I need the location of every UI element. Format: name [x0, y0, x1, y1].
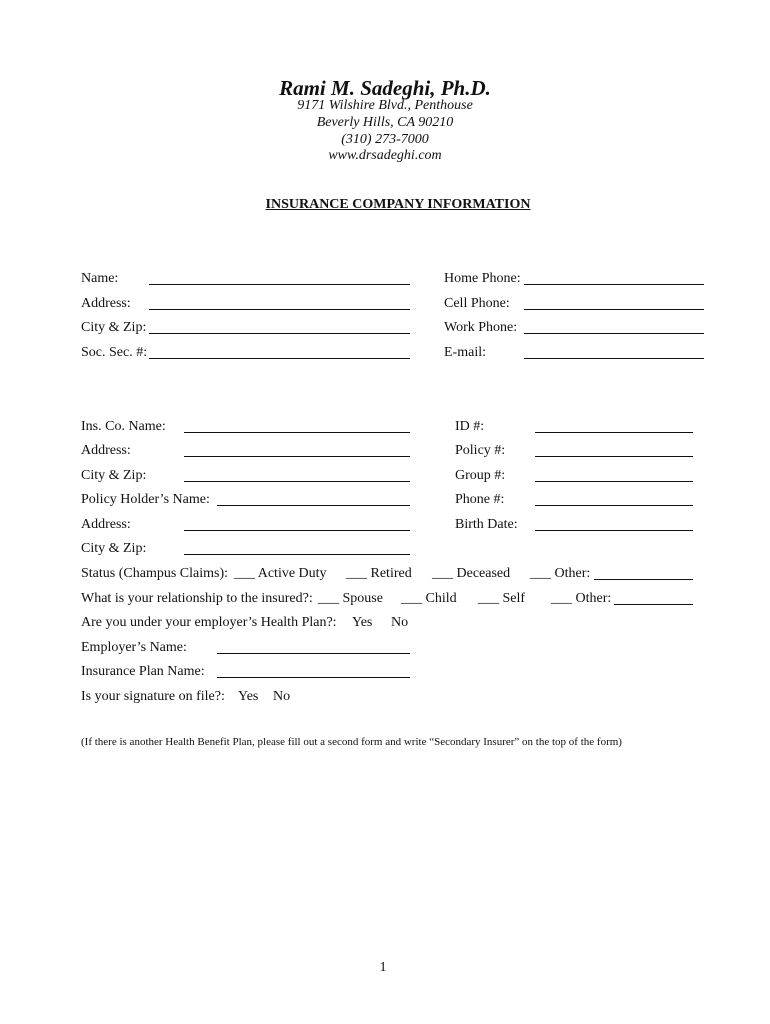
birth-date-label: Birth Date:: [455, 517, 518, 532]
plan-name-field[interactable]: [217, 677, 410, 678]
city-zip-field[interactable]: [149, 333, 410, 334]
ins-city-zip-label: City & Zip:: [81, 468, 147, 483]
secondary-insurer-note: (If there is another Health Benefit Plan, please fill out a second form and write “Secondary Insurer” on the top of the form): [81, 736, 622, 748]
soc-sec-field[interactable]: [149, 358, 410, 359]
ins-phone-field[interactable]: [535, 505, 693, 506]
policy-holder-field[interactable]: [217, 505, 410, 506]
status-other[interactable]: ___ Other:: [530, 566, 591, 581]
relationship-child[interactable]: ___ Child: [401, 591, 457, 606]
home-phone-label: Home Phone:: [444, 271, 521, 286]
relationship-label: What is your relationship to the insured?:: [81, 591, 313, 606]
work-phone-label: Work Phone:: [444, 320, 518, 335]
group-label: Group #:: [455, 468, 506, 483]
employer-name-label: Employer’s Name:: [81, 640, 187, 655]
ins-phone-label: Phone #:: [455, 492, 505, 507]
form-title: INSURANCE COMPANY INFORMATION: [265, 197, 531, 212]
employer-plan-no[interactable]: No: [391, 615, 409, 630]
employer-plan-yes[interactable]: Yes: [352, 615, 373, 630]
address-label: Address:: [81, 296, 131, 311]
practitioner-name: Rami M. Sadeghi, Ph.D.: [279, 76, 491, 100]
birth-date-field[interactable]: [535, 530, 693, 531]
ins-city-zip-field[interactable]: [184, 481, 410, 482]
page-number: 1: [379, 960, 387, 975]
signature-no[interactable]: No: [273, 689, 291, 704]
relationship-other[interactable]: ___ Other:: [551, 591, 612, 606]
city-zip-label: City & Zip:: [81, 320, 147, 335]
status-label: Status (Champus Claims):: [81, 566, 228, 581]
status-retired[interactable]: ___ Retired: [346, 566, 412, 581]
holder-city-zip-label: City & Zip:: [81, 541, 147, 556]
holder-city-zip-field[interactable]: [184, 554, 410, 555]
signature-yes[interactable]: Yes: [238, 689, 259, 704]
id-label: ID #:: [455, 419, 485, 434]
ins-address-label: Address:: [81, 443, 131, 458]
policy-field[interactable]: [535, 456, 693, 457]
relationship-self[interactable]: ___ Self: [478, 591, 526, 606]
name-field[interactable]: [149, 284, 410, 285]
name-label: Name:: [81, 271, 119, 286]
signature-question: Is your signature on file?:: [81, 689, 225, 704]
home-phone-field[interactable]: [524, 284, 704, 285]
status-other-field[interactable]: [594, 579, 693, 580]
website: www.drsadeghi.com: [328, 148, 442, 163]
soc-sec-label: Soc. Sec. #:: [81, 345, 148, 360]
policy-label: Policy #:: [455, 443, 506, 458]
ins-co-name-field[interactable]: [184, 432, 410, 433]
holder-address-field[interactable]: [184, 530, 410, 531]
address-line-1: 9171 Wilshire Blvd., Penthouse: [297, 98, 473, 113]
plan-name-label: Insurance Plan Name:: [81, 664, 205, 679]
holder-address-label: Address:: [81, 517, 131, 532]
ins-address-field[interactable]: [184, 456, 410, 457]
employer-name-field[interactable]: [217, 653, 410, 654]
employer-plan-question: Are you under your employer’s Health Plan?:: [81, 615, 337, 630]
email-field[interactable]: [524, 358, 704, 359]
relationship-spouse[interactable]: ___ Spouse: [318, 591, 383, 606]
group-field[interactable]: [535, 481, 693, 482]
cell-phone-field[interactable]: [524, 309, 704, 310]
id-field[interactable]: [535, 432, 693, 433]
address-line-2: Beverly Hills, CA 90210: [316, 115, 454, 130]
relationship-other-field[interactable]: [614, 604, 693, 605]
office-phone: (310) 273-7000: [341, 132, 429, 147]
work-phone-field[interactable]: [524, 333, 704, 334]
status-deceased[interactable]: ___ Deceased: [432, 566, 511, 581]
ins-co-name-label: Ins. Co. Name:: [81, 419, 166, 434]
cell-phone-label: Cell Phone:: [444, 296, 510, 311]
email-label: E-mail:: [444, 345, 486, 360]
address-field[interactable]: [149, 309, 410, 310]
status-active-duty[interactable]: ___ Active Duty: [234, 566, 327, 581]
policy-holder-label: Policy Holder’s Name:: [81, 492, 210, 507]
